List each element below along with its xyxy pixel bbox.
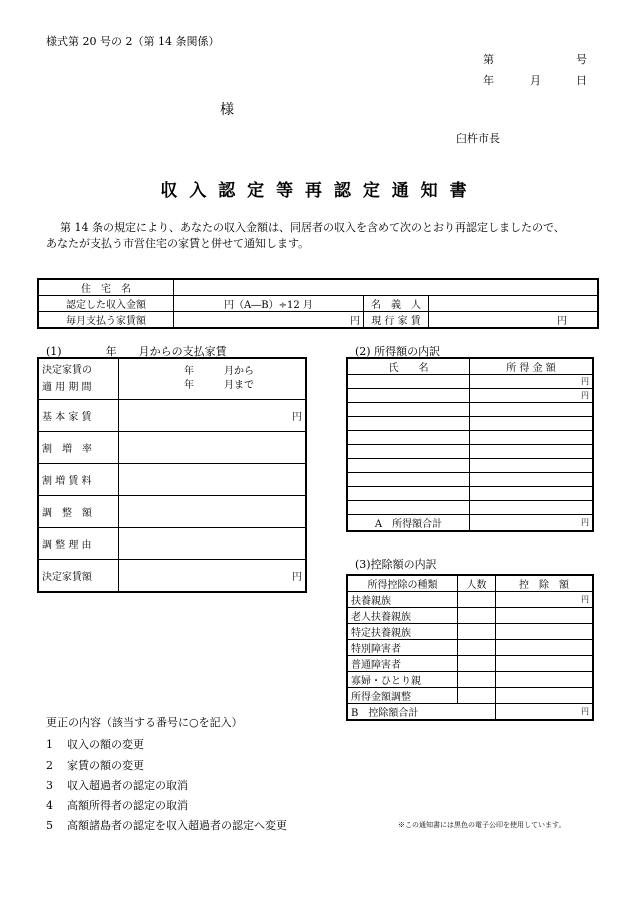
deduction-row-count[interactable] — [458, 672, 496, 688]
income-amount-label: 認定した収入金額 — [39, 296, 174, 312]
date-day: 日 — [576, 74, 587, 87]
rent-row-value[interactable] — [119, 432, 306, 464]
correction-item — [46, 777, 188, 793]
correction-item-text: 家賃の額の変更 — [67, 759, 144, 772]
period-value[interactable] — [119, 359, 306, 400]
income-row-name[interactable] — [348, 403, 470, 417]
deduction-row-type: 特別障害者 — [348, 640, 458, 656]
correction-item — [46, 797, 188, 813]
housing-name-value[interactable] — [174, 280, 598, 296]
addressee-suffix: 様 — [220, 102, 234, 118]
deduction-row-amount[interactable] — [496, 640, 593, 656]
correction-item — [46, 757, 144, 773]
deduction-row-count[interactable] — [458, 624, 496, 640]
period-from: 年 月から — [184, 366, 254, 377]
deduction-row-amount[interactable] — [496, 624, 593, 640]
deduction-col-type: 所得控除の種類 — [348, 576, 458, 592]
current-rent-value[interactable]: 円 — [429, 312, 598, 328]
income-row-name[interactable] — [348, 445, 470, 459]
current-rent-label: 現 行 家 賃 — [364, 312, 429, 328]
rent-row-label: 割 増 賃 料 — [39, 464, 119, 496]
income-row-amount[interactable]: 円 — [470, 375, 593, 389]
correction-item-text: 収入の額の変更 — [67, 738, 144, 751]
income-row-amount[interactable] — [470, 487, 593, 501]
correction-heading: 更正の内容（該当する番号に○を記入） — [46, 716, 243, 729]
income-total-value[interactable]: 円 — [470, 515, 593, 531]
deduction-row-type: 老人扶養親族 — [348, 608, 458, 624]
rent-table — [38, 358, 306, 592]
correction-item-text: 高額諸島者の認定を収入超過者の認定へ変更 — [67, 819, 287, 832]
doc-number-suffix: 号 — [576, 53, 587, 66]
income-row-amount[interactable] — [470, 459, 593, 473]
section3-heading: (3)控除額の内訳 — [355, 558, 437, 571]
correction-item-number: 5 — [46, 819, 53, 832]
period-label-line2: 適 用 期 間 — [42, 382, 92, 393]
rent-row-label: 調 整 理 由 — [39, 528, 119, 560]
income-total-label: A 所得額合計 — [348, 515, 470, 531]
deduction-total-value[interactable]: 円 — [496, 704, 593, 720]
rent-row-label: 調 整 額 — [39, 496, 119, 528]
deduction-col-amount: 控 除 額 — [496, 576, 593, 592]
date-year: 年 — [483, 74, 494, 87]
deduction-row-amount[interactable] — [496, 656, 593, 672]
housing-info-table — [38, 279, 598, 328]
doc-number-prefix: 第 — [483, 53, 494, 66]
correction-item-number: 1 — [46, 738, 53, 751]
housing-name-label: 住 宅 名 — [39, 280, 174, 296]
correction-item — [46, 736, 144, 752]
income-row-name[interactable] — [348, 459, 470, 473]
deduction-row-count[interactable] — [458, 592, 496, 608]
correction-item-number: 3 — [46, 779, 53, 792]
rent-row-value[interactable] — [119, 496, 306, 528]
period-label — [39, 359, 119, 400]
income-row-name[interactable] — [348, 473, 470, 487]
period-to: 年 月まで — [184, 380, 254, 391]
correction-item-text: 高額所得者の認定の取消 — [67, 799, 188, 812]
income-breakdown-table — [347, 358, 593, 531]
correction-item-number: 4 — [46, 799, 53, 812]
document-title: 収 入 認 定 等 再 認 定 通 知 書 — [160, 181, 470, 201]
deduction-row-type: 扶養親族 — [348, 592, 458, 608]
section1-heading: (1) 年 月からの支払家賃 — [46, 345, 227, 358]
income-row-name[interactable] — [348, 487, 470, 501]
deduction-row-type: 所得金額調整 — [348, 688, 458, 704]
holder-label: 名 義 人 — [364, 296, 429, 312]
deduction-row-type: 寡婦・ひとり親 — [348, 672, 458, 688]
issuer: 臼杵市長 — [456, 132, 500, 145]
rent-row-label: 基 本 家 賃 — [39, 400, 119, 432]
deduction-row-count[interactable] — [458, 608, 496, 624]
rent-row-label: 決定家賃額 — [39, 560, 119, 592]
deduction-row-amount[interactable] — [496, 608, 593, 624]
income-row-name[interactable] — [348, 375, 470, 389]
footnote: ※この通知書には黒色の電子公印を使用しています。 — [398, 821, 566, 829]
deduction-total-label: B 控除額合計 — [348, 704, 496, 720]
income-row-amount[interactable] — [470, 431, 593, 445]
income-col-name: 氏 名 — [348, 359, 470, 375]
deduction-row-type: 特定扶養親族 — [348, 624, 458, 640]
period-label-line1: 決定家賃の — [42, 365, 92, 376]
income-row-name[interactable] — [348, 501, 470, 515]
income-row-amount[interactable] — [470, 445, 593, 459]
rent-row-value[interactable]: 円 — [119, 400, 306, 432]
rent-row-value[interactable] — [119, 464, 306, 496]
income-row-amount[interactable] — [470, 501, 593, 515]
income-row-amount[interactable]: 円 — [470, 389, 593, 403]
deduction-row-count[interactable] — [458, 640, 496, 656]
monthly-rent-label: 毎月支払う家賃額 — [39, 312, 174, 328]
deduction-table — [347, 575, 593, 720]
deduction-row-amount[interactable]: 円 — [496, 592, 593, 608]
rent-row-value[interactable]: 円 — [119, 560, 306, 592]
deduction-row-amount[interactable] — [496, 672, 593, 688]
correction-item — [46, 817, 287, 833]
holder-value[interactable] — [429, 296, 598, 312]
income-amount-value[interactable]: 円（A―B）÷12 月 — [174, 296, 364, 312]
form-number: 様式第 20 号の 2（第 14 条関係） — [46, 35, 220, 48]
income-row-amount[interactable] — [470, 403, 593, 417]
date-month: 月 — [530, 74, 541, 87]
rent-row-value[interactable] — [119, 528, 306, 560]
monthly-rent-value[interactable]: 円 — [174, 312, 364, 328]
rent-row-label: 割 増 率 — [39, 432, 119, 464]
correction-item-number: 2 — [46, 759, 53, 772]
deduction-row-type: 普通障害者 — [348, 656, 458, 672]
body-text-line1: 第 14 条の規定により、あなたの収入金額は、同居者の収入を含めて次のとおり再認定しましたので、 — [60, 221, 565, 234]
body-text-line2: あなたが支払う市営住宅の家賃と併せて通知します。 — [46, 237, 310, 250]
income-col-amount: 所 得 金 額 — [470, 359, 593, 375]
correction-item-text: 収入超過者の認定の取消 — [67, 779, 188, 792]
income-row-name[interactable] — [348, 389, 470, 403]
deduction-col-count: 人数 — [458, 576, 496, 592]
deduction-row-count[interactable] — [458, 656, 496, 672]
income-row-amount[interactable] — [470, 417, 593, 431]
income-row-amount[interactable] — [470, 473, 593, 487]
income-row-name[interactable] — [348, 417, 470, 431]
deduction-row-amount[interactable] — [496, 688, 593, 704]
section2-heading: (2) 所得額の内訳 — [355, 345, 441, 358]
income-row-name[interactable] — [348, 431, 470, 445]
deduction-row-count[interactable] — [458, 688, 496, 704]
